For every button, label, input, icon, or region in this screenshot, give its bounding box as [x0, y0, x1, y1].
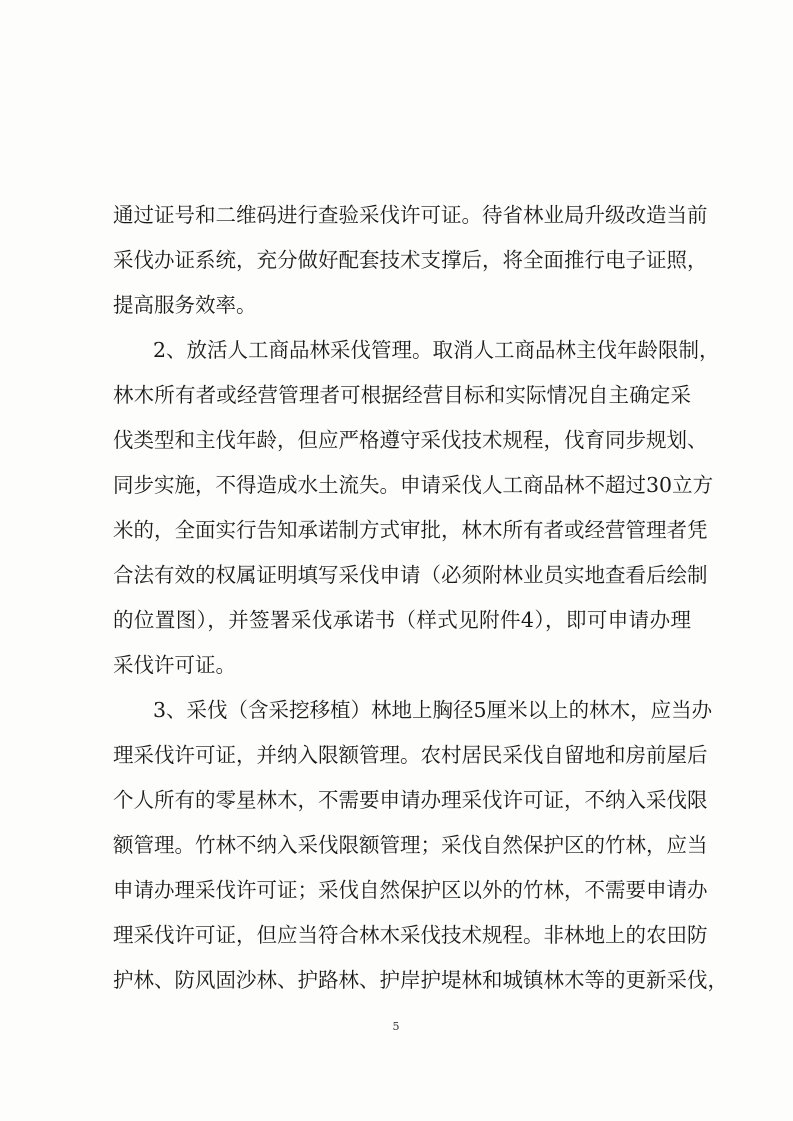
text-line: 个人所有的零星林木，不需要申请办理采伐许可证，不纳入采伐限 [113, 788, 708, 812]
text-line: 提高服务效率。 [113, 293, 257, 317]
text-line: 采伐许可证。 [113, 653, 236, 677]
text-line: 林木所有者或经营管理者可根据经营目标和实际情况自主确定采 [113, 383, 691, 407]
text-line: 的位置图），并签署采伐承诺书（样式见附件4），即可申请办理 [113, 608, 691, 632]
text-line: 3、采伐（含采挖移植）林地上胸径5厘米以上的林木，应当办 [153, 698, 713, 722]
text-line: 合法有效的权属证明填写采伐申请（必须附林业员实地查看后绘制 [113, 563, 708, 587]
text-line: 米的，全面实行告知承诺制方式审批，林木所有者或经营管理者凭 [113, 518, 708, 542]
text-line: 额管理。竹林不纳入采伐限额管理；采伐自然保护区的竹林，应当 [113, 833, 708, 857]
text-line: 申请办理采伐许可证；采伐自然保护区以外的竹林，不需要申请办 [113, 878, 708, 902]
text-line: 通过证号和二维码进行查验采伐许可证。待省林业局升级改造当前 [113, 203, 708, 227]
text-line: 理采伐许可证，并纳入限额管理。农村居民采伐自留地和房前屋后 [113, 743, 708, 767]
text-line: 伐类型和主伐年龄，但应严格遵守采伐技术规程，伐育同步规划、 [113, 428, 708, 452]
text-line: 采伐办证系统，充分做好配套技术支撑后，将全面推行电子证照， [113, 248, 708, 272]
text-line: 理采伐许可证，但应当符合林木采伐技术规程。非林地上的农田防 [113, 923, 708, 947]
text-line: 护林、防风固沙林、护路林、护岸护堤林和城镇林木等的更新采伐， [113, 968, 728, 992]
text-line: 同步实施，不得造成水土流失。申请采伐人工商品林不超过30立方 [113, 473, 714, 497]
text-line: 2、放活人工商品林采伐管理。取消人工商品林主伐年龄限制， [153, 338, 720, 362]
page-number: 5 [392, 1020, 400, 1033]
